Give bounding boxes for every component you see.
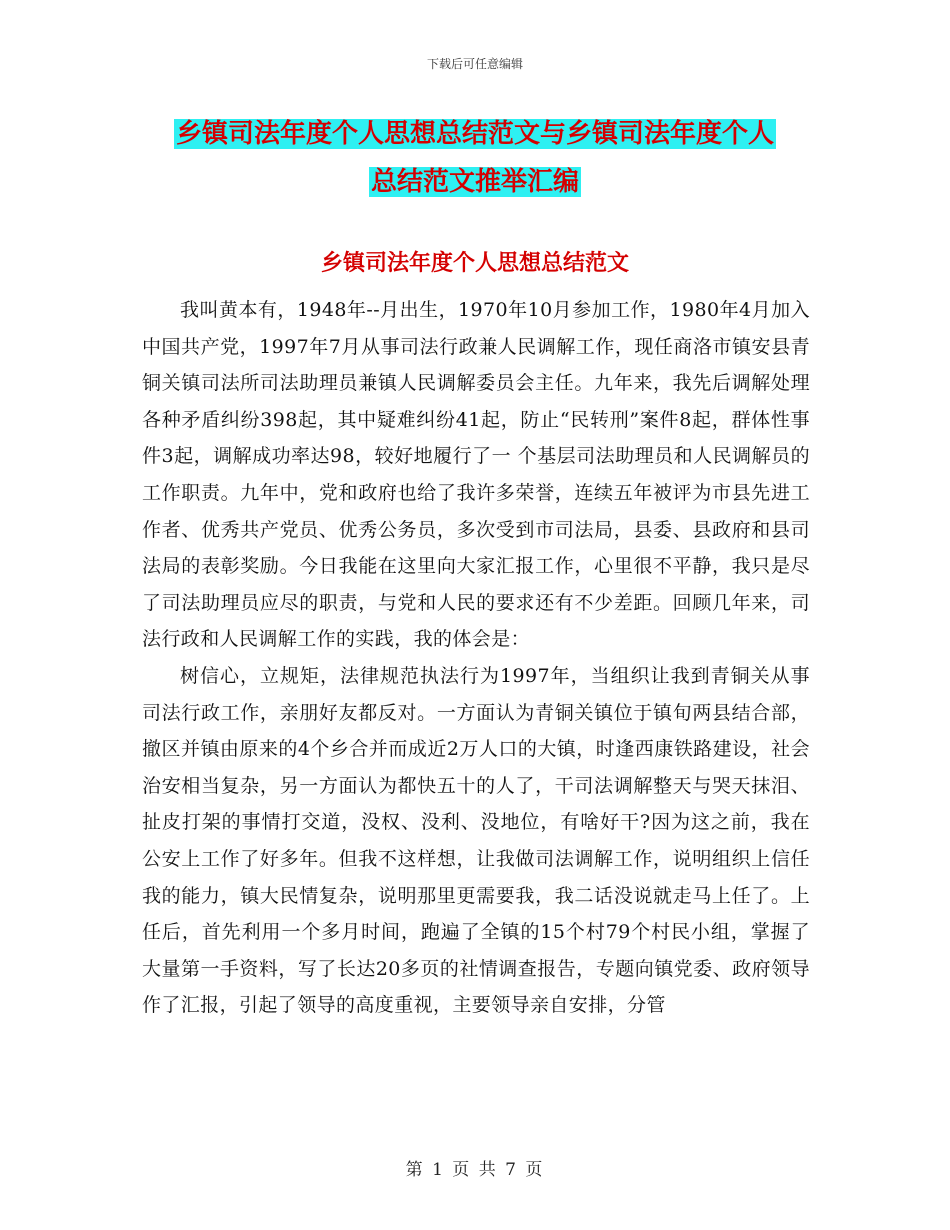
document-title-line-2: 总结范文推举汇编 <box>370 167 579 197</box>
paragraph-1: 我叫黄本有，1948年--月出生，1970年10月参加工作，1980年4月加入中国共产党，1997年7月从事司法行政兼人民调解工作，现任商洛市镇安县青铜关镇司法所司法助理员兼镇人民调解委员会主任。九年来，我先后调解处理各种矛盾纠纷398起，其中疑难纠纷41起，防止“民转刑”案件8起，群体性事件3起，调解成功率达98，较好地履行了一 个基层司法助理员和人民调解员的工作职责。九年中，党和政府也给了我许多荣誉，连续五年被评为市县先进工作者、优秀共产党员、优秀公务员，多次受到市司法局，县委、县政府和县司法局的表彰奖励。今日我能在这里向大家汇报工作，心里很不平静，我只是尽了司法助理员应尽的职责，与党和人民的要求还有不少差距。回顾几年来，司法行政和人民调解工作的实践，我的体会是： <box>142 299 810 651</box>
document-title-line-1: 乡镇司法年度个人思想总结范文与乡镇司法年度个人 <box>175 119 774 149</box>
paragraph-2: 树信心，立规矩，法律规范执法行为1997年，当组织让我到青铜关从事司法行政工作，亲朋好友都反对。一方面认为青铜关镇位于镇旬两县结合部，撤区并镇由原来的4个乡合并而成近2万人口的大镇，时逢西康铁路建设，社会治安相当复杂，另一方面认为都快五十的人了，干司法调解整天与哭天抹泪、扯皮打架的事情打交道，没权、没利、没地位，有啥好干?因为这之前，我在公安上工作了好多年。但我不这样想，让我做司法调解工作，说明组织上信任我的能力，镇大民情复杂，说明那里更需要我，我二话没说就走马上任了。上任后，首先利用一个多月时间，跑遍了全镇的15个村79个村民小组，掌握了大量第一手资料，写了长达20多页的社情调查报告，专题向镇党委、政府领导作了汇报，引起了领导的高度重视，主要领导亲自安排，分管 <box>142 664 810 1017</box>
body-text <box>142 292 810 1024</box>
header-note: 下载后可任意编辑 <box>426 57 523 71</box>
page-number-footer: 第 1 页 共 7 页 <box>405 1160 545 1180</box>
document-title <box>140 110 810 206</box>
section-title: 乡镇司法年度个人思想总结范文 <box>320 251 629 276</box>
